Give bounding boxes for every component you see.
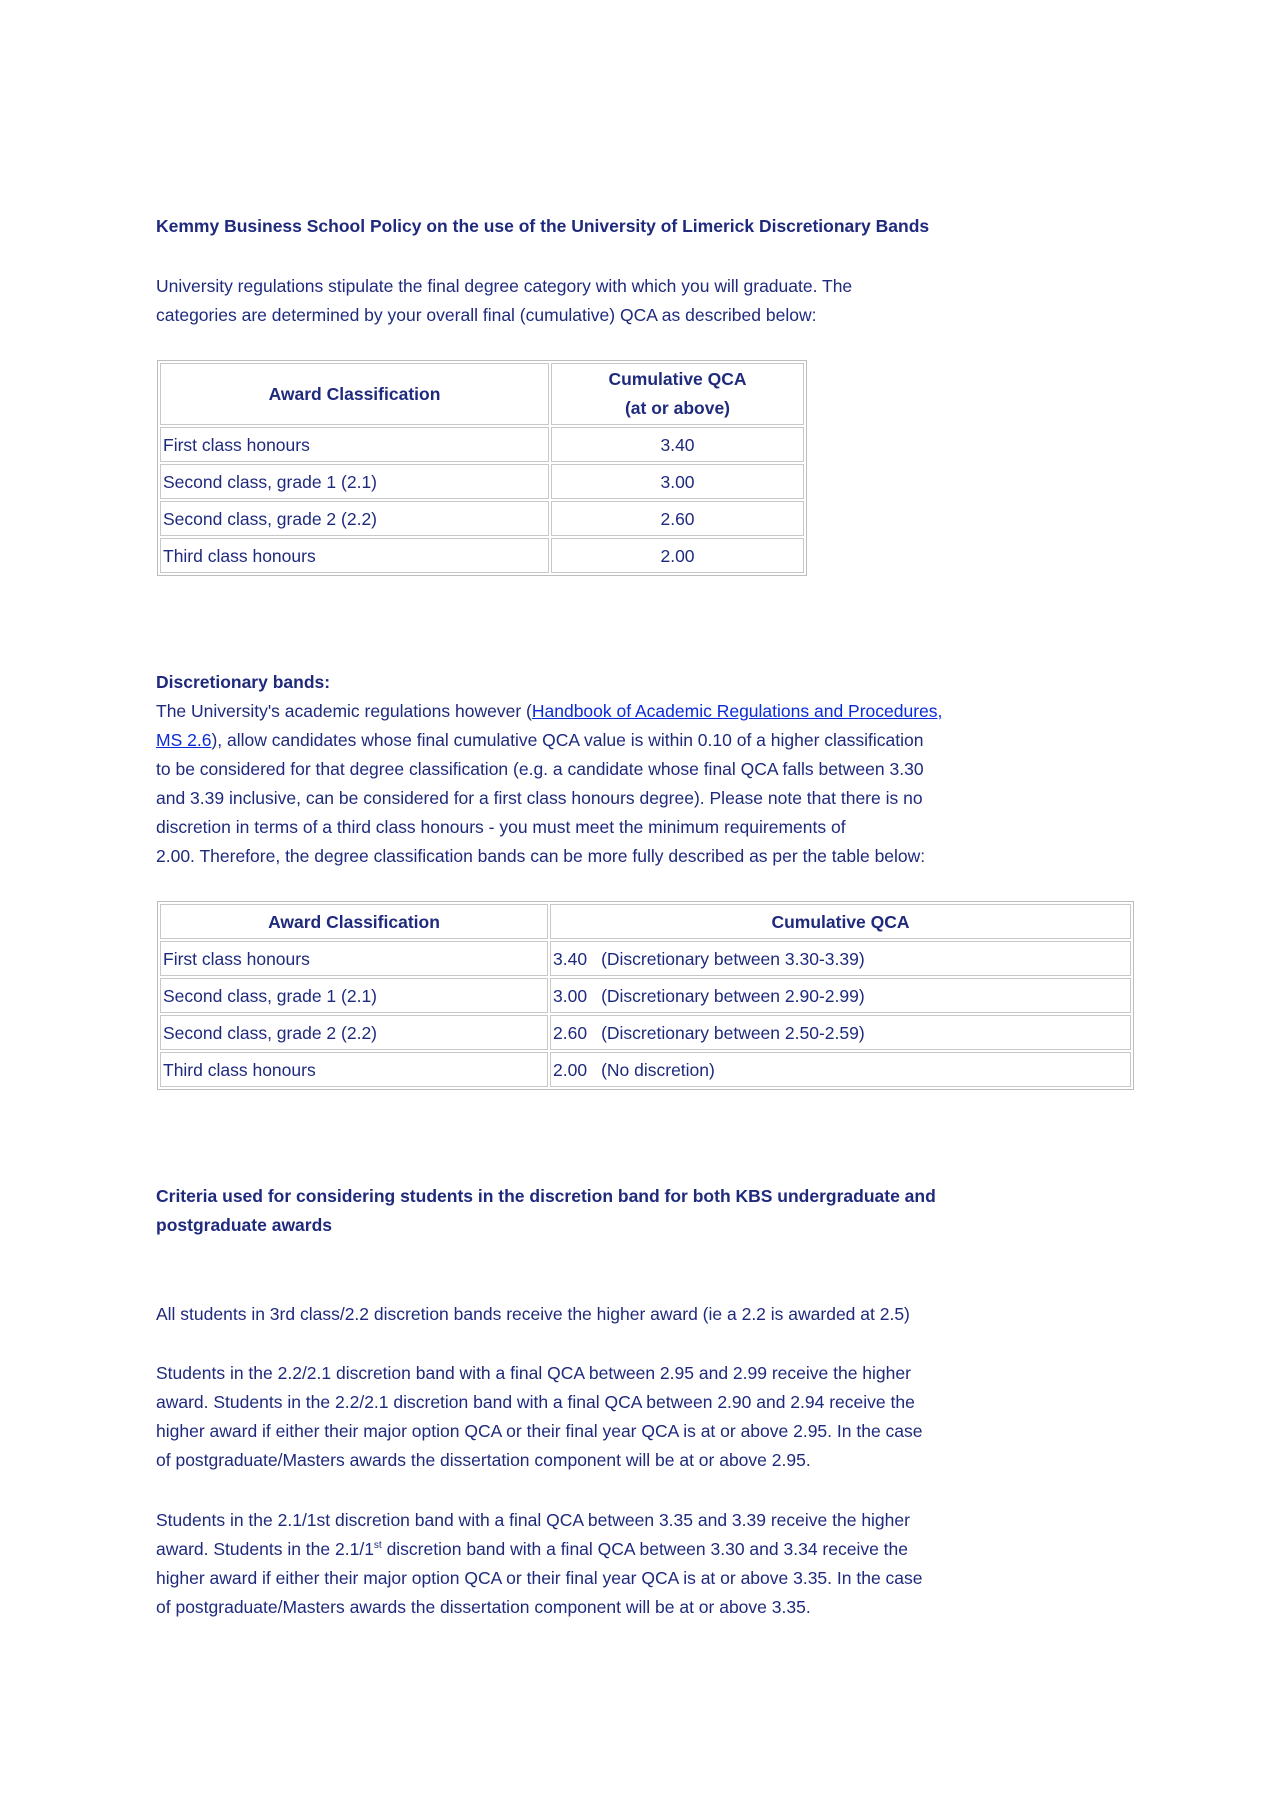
qca-cell: 2.60 [551,501,804,536]
handbook-link[interactable]: Handbook of Academic Regulations and Procedures, MS 2.6 [156,701,943,750]
table-header-row [160,363,804,425]
qca-note: (Discretionary between 2.50-2.59) [601,1022,865,1043]
qca-cell: 3.40 [551,427,804,462]
award-cell: Third class honours [160,538,549,573]
qca-value: 3.00 [553,985,588,1006]
qca-value: 2.00 [553,1059,588,1080]
text: ), allow candidates whose final cumulative QCA value is within 0.10 of a higher classification to be considered for that degree classification (e.g. a candidate whose final QCA falls between 3.30 and 3.39 inclusive, can be considered for a first class honours degree). Please note that there is no discretion in terms of a third class honours - you must meet the minimum requirements of 2.00. Therefore, the degree classification bands can be more fully described as per the table below: [156,730,926,866]
award-cell: Second class, grade 1 (2.1) [160,464,549,499]
table-row [160,1052,1131,1087]
table-header-row [160,904,1131,939]
qca-cell [550,978,1131,1013]
qca-cell [550,941,1131,976]
page-title: Kemmy Business School Policy on the use of the University of Limerick Discretionary Bands [156,216,930,236]
award-cell: First class honours [160,427,549,462]
table-row [160,501,804,536]
qca-value: 2.60 [553,1022,588,1043]
discretionary-bands-table [157,901,1134,1090]
award-cell: Second class, grade 1 (2.1) [160,978,548,1013]
intro-paragraph: University regulations stipulate the final degree category with which you will graduate. The categories are determined by your overall final (cumulative) QCA as described below: [156,276,853,325]
table-row [160,538,804,573]
text: Students in the 2.1/1st discretion band with a final QCA between 3.35 and 3.39 receive the higher [156,1510,910,1530]
award-cell: Third class honours [160,1052,548,1087]
table-row [160,1015,1131,1050]
qca-note: (No discretion) [601,1059,715,1080]
text: discretion band with a final QCA between 3.30 and 3.34 receive the higher award if either their major option QCA or their final year QCA is at or above 3.35. In the case of postgraduate/Masters awards the dissertation component will be at or above 3.35. [156,1539,923,1617]
qca-table [157,360,807,576]
table-row [160,978,1131,1013]
text: award. Students in the 2.1/1 [156,1539,374,1559]
header-qca: Cumulative QCA [550,904,1131,939]
text: The University's academic regulations however ( [156,701,532,721]
header-award: Award Classification [160,904,548,939]
qca-note: (Discretionary between 2.90-2.99) [601,985,865,1006]
table-row [160,427,804,462]
discretionary-heading: Discretionary bands: [156,672,331,692]
award-cell: Second class, grade 2 (2.2) [160,1015,548,1050]
qca-cell: 2.00 [551,538,804,573]
criteria-paragraph-1: All students in 3rd class/2.2 discretion bands receive the higher award (ie a 2.2 is awarded at 2.5) [156,1304,910,1324]
award-cell: Second class, grade 2 (2.2) [160,501,549,536]
criteria-heading: Criteria used for considering students in the discretion band for both KBS undergraduate and postgraduate awards [156,1186,936,1235]
qca-note: (Discretionary between 3.30-3.39) [601,948,865,969]
table-row [160,464,804,499]
discretionary-paragraph [156,697,942,871]
qca-cell [550,1052,1131,1087]
superscript: st [373,1540,382,1552]
qca-value: 3.40 [553,948,588,969]
criteria-paragraph-3 [156,1506,923,1622]
award-cell: First class honours [160,941,548,976]
header-qca: Cumulative QCA (at or above) [551,363,804,425]
qca-cell: 3.00 [551,464,804,499]
qca-cell [550,1015,1131,1050]
criteria-paragraph-2: Students in the 2.2/2.1 discretion band with a final QCA between 2.95 and 2.99 receive the higher award. Students in the 2.2/2.1 discretion band with a final QCA between 2.90 and 2.94 receive the higher award if either their major option QCA or their final year QCA is at or above 2.95. In the case of postgraduate/Masters awards the dissertation component will be at or above 2.95. [156,1363,923,1470]
table-row [160,941,1131,976]
header-award: Award Classification [160,363,549,425]
